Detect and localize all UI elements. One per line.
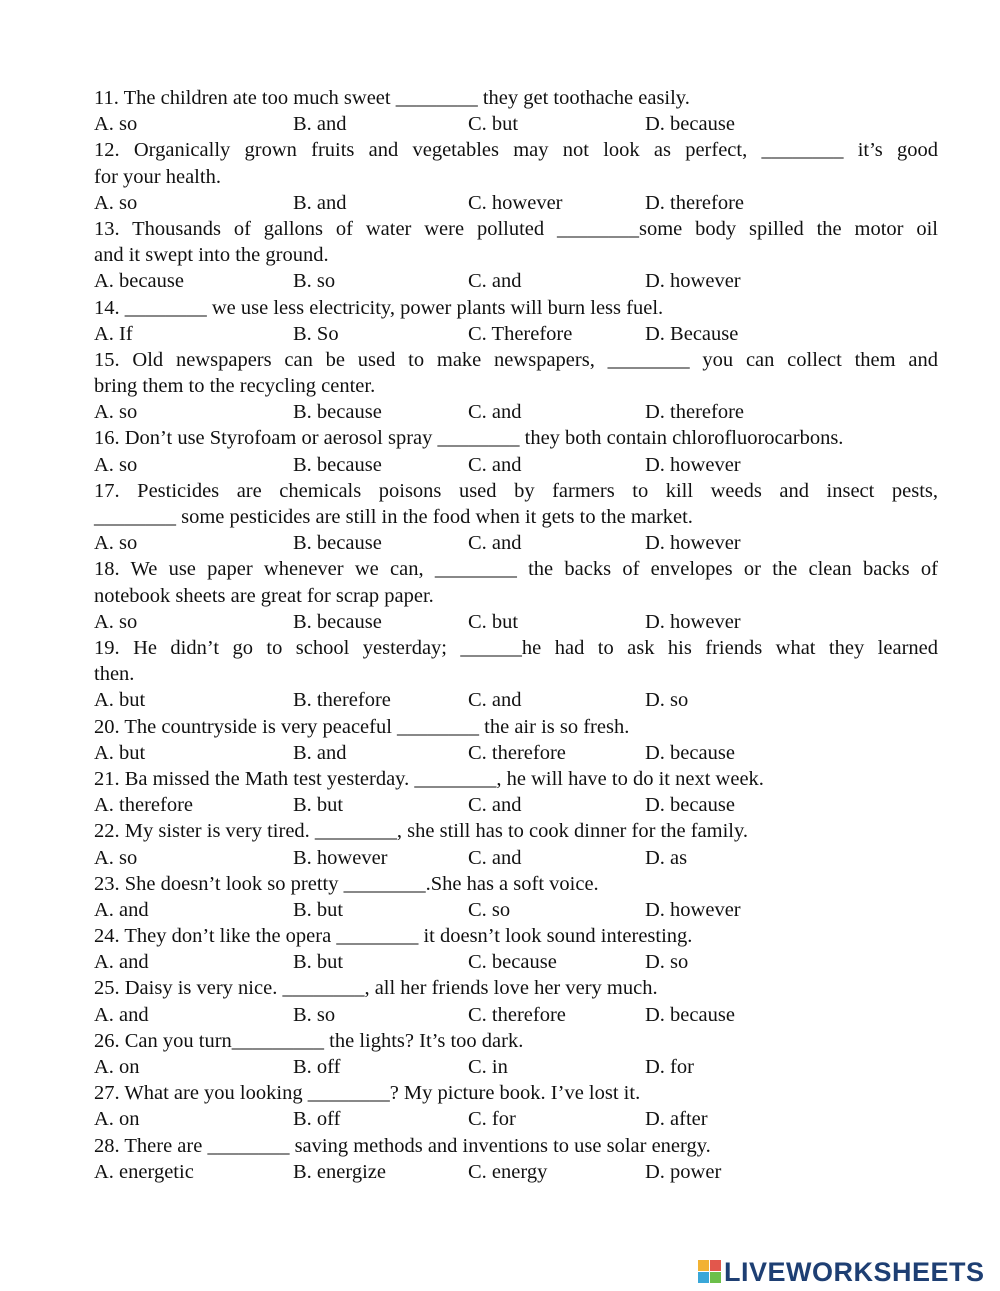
option-a[interactable]: A. on bbox=[94, 1108, 140, 1131]
question-item bbox=[94, 85, 938, 137]
option-b[interactable]: B. so bbox=[293, 1003, 336, 1026]
question-text: 15. Old newspapers can be used to make newspapers, ________ you can collect them and bbox=[94, 348, 938, 371]
question-item bbox=[94, 923, 938, 975]
answer-options bbox=[94, 897, 938, 923]
option-c[interactable]: C. but bbox=[468, 610, 519, 633]
option-b[interactable]: B. because bbox=[293, 401, 382, 424]
option-d[interactable]: D. because bbox=[645, 741, 735, 764]
question-text: 14. ________ we use less electricity, power plants will burn less fuel. bbox=[94, 296, 664, 319]
option-b[interactable]: B. but bbox=[293, 951, 344, 974]
question-item bbox=[94, 635, 938, 714]
option-c[interactable]: C. and bbox=[468, 689, 522, 712]
question-text: 16. Don’t use Styrofoam or aerosol spray ________ they both contain chlorofluorocarbons. bbox=[94, 427, 844, 450]
option-d[interactable]: D. because bbox=[645, 794, 735, 817]
question-text: bring them to the recycling center. bbox=[94, 375, 376, 398]
option-d[interactable]: D. so bbox=[645, 951, 689, 974]
option-a[interactable]: A. so bbox=[94, 191, 138, 214]
option-d[interactable]: D. however bbox=[645, 610, 741, 633]
option-b[interactable]: B. therefore bbox=[293, 689, 391, 712]
option-d[interactable]: D. Because bbox=[645, 322, 739, 345]
answer-options bbox=[94, 399, 938, 425]
question-item bbox=[94, 425, 938, 477]
option-b[interactable]: B. So bbox=[293, 322, 339, 345]
option-c[interactable]: C. therefore bbox=[468, 1003, 566, 1026]
worksheet bbox=[94, 85, 938, 1185]
question-item bbox=[94, 347, 938, 426]
question-item bbox=[94, 478, 938, 557]
option-d[interactable]: D. however bbox=[645, 453, 741, 476]
question-item bbox=[94, 714, 938, 766]
question-text: 24. They don’t like the opera ________ it doesn’t look sound interesting. bbox=[94, 925, 693, 948]
option-c[interactable]: C. and bbox=[468, 270, 522, 293]
question-item bbox=[94, 556, 938, 635]
option-d[interactable]: D. however bbox=[645, 532, 741, 555]
answer-options bbox=[94, 111, 938, 137]
question-text: and it swept into the ground. bbox=[94, 244, 329, 267]
answer-options bbox=[94, 1002, 938, 1028]
question-text: 28. There are ________ saving methods and inventions to use solar energy. bbox=[94, 1134, 711, 1157]
option-d[interactable]: D. so bbox=[645, 689, 689, 712]
question-item bbox=[94, 1028, 938, 1080]
option-c[interactable]: C. for bbox=[468, 1108, 516, 1131]
option-c[interactable]: C. and bbox=[468, 453, 522, 476]
answer-options bbox=[94, 268, 938, 294]
logo-text: LIVEWORKSHEETS bbox=[724, 1256, 985, 1287]
question-text: ________ some pesticides are still in the food when it gets to the market. bbox=[94, 506, 693, 529]
question-text: 20. The countryside is very peaceful ________ the air is so fresh. bbox=[94, 715, 630, 738]
question-item bbox=[94, 975, 938, 1027]
question-item bbox=[94, 1133, 938, 1185]
answer-options bbox=[94, 687, 938, 713]
option-a[interactable]: A. so bbox=[94, 610, 138, 633]
answer-options bbox=[94, 321, 938, 347]
question-item bbox=[94, 871, 938, 923]
answer-options bbox=[94, 845, 938, 871]
answer-options bbox=[94, 949, 938, 975]
option-d[interactable]: D. however bbox=[645, 898, 741, 921]
option-b[interactable]: B. and bbox=[293, 741, 347, 764]
option-b[interactable]: B. because bbox=[293, 532, 382, 555]
question-text: 11. The children ate too much sweet ________ they get toothache easily. bbox=[94, 87, 690, 109]
option-b[interactable]: B. and bbox=[293, 191, 347, 214]
option-d[interactable]: D. after bbox=[645, 1108, 708, 1131]
option-c[interactable]: C. and bbox=[468, 794, 522, 817]
option-a[interactable]: A. and bbox=[94, 951, 149, 974]
liveworksheets-logo bbox=[698, 1255, 985, 1289]
option-a[interactable]: A. because bbox=[94, 270, 184, 293]
option-a[interactable]: A. so bbox=[94, 453, 138, 476]
question-text: 22. My sister is very tired. ________, she still has to cook dinner for the family. bbox=[94, 820, 748, 843]
question-text: for your health. bbox=[94, 165, 221, 188]
question-text: 27. What are you looking ________? My picture book. I’ve lost it. bbox=[94, 1082, 641, 1105]
question-text: 23. She doesn’t look so pretty ________.She has a soft voice. bbox=[94, 872, 599, 895]
question-text: 26. Can you turn_________ the lights? It’s too dark. bbox=[94, 1029, 524, 1052]
answer-options bbox=[94, 1106, 938, 1132]
option-c[interactable]: C. Therefore bbox=[468, 322, 573, 345]
option-b[interactable]: B. and bbox=[293, 113, 347, 136]
option-b[interactable]: B. but bbox=[293, 898, 344, 921]
option-d[interactable]: D. for bbox=[645, 1056, 694, 1079]
option-c[interactable]: C. in bbox=[468, 1056, 508, 1079]
option-a[interactable]: A. If bbox=[94, 322, 133, 345]
option-a[interactable]: A. therefore bbox=[94, 794, 194, 817]
option-a[interactable]: A. but bbox=[94, 741, 146, 764]
answer-options bbox=[94, 452, 938, 478]
option-a[interactable]: A. and bbox=[94, 898, 149, 921]
option-a[interactable]: A. so bbox=[94, 113, 138, 136]
option-a[interactable]: A. so bbox=[94, 846, 138, 869]
option-a[interactable]: A. energetic bbox=[94, 1160, 194, 1183]
option-d[interactable]: D. because bbox=[645, 113, 735, 136]
liveworksheets-logo-icon bbox=[698, 1260, 722, 1284]
answer-options bbox=[94, 1054, 938, 1080]
option-b[interactable]: B. energize bbox=[293, 1160, 386, 1183]
option-d[interactable]: D. therefore bbox=[645, 191, 745, 214]
option-d[interactable]: D. however bbox=[645, 270, 741, 293]
question-text: 17. Pesticides are chemicals poisons used by farmers to kill weeds and insect pests, bbox=[94, 479, 938, 502]
question-text: 18. We use paper whenever we can, ________ the backs of envelopes or the clean backs of bbox=[94, 558, 938, 581]
option-b[interactable]: B. so bbox=[293, 270, 336, 293]
option-c[interactable]: C. however bbox=[468, 191, 563, 214]
question-item bbox=[94, 295, 938, 347]
answer-options bbox=[94, 530, 938, 556]
option-c[interactable]: C. and bbox=[468, 401, 522, 424]
option-c[interactable]: C. and bbox=[468, 532, 522, 555]
option-b[interactable]: B. off bbox=[293, 1108, 341, 1131]
option-b[interactable]: B. because bbox=[293, 453, 382, 476]
answer-options bbox=[94, 792, 938, 818]
option-c[interactable]: C. so bbox=[468, 898, 511, 921]
option-c[interactable]: C. therefore bbox=[468, 741, 566, 764]
answer-options bbox=[94, 190, 938, 216]
answer-options bbox=[94, 609, 938, 635]
option-c[interactable]: C. but bbox=[468, 113, 519, 136]
question-text: 19. He didn’t go to school yesterday; ______he had to ask his friends what they learned bbox=[94, 637, 938, 660]
option-c[interactable]: C. and bbox=[468, 846, 522, 869]
question-item bbox=[94, 216, 938, 295]
option-d[interactable]: D. as bbox=[645, 846, 688, 869]
answer-options bbox=[94, 1159, 938, 1185]
question-item bbox=[94, 137, 938, 216]
question-item bbox=[94, 1080, 938, 1132]
option-d[interactable]: D. because bbox=[645, 1003, 735, 1026]
question-item bbox=[94, 818, 938, 870]
question-text: 21. Ba missed the Math test yesterday. ________, he will have to do it next week. bbox=[94, 767, 764, 790]
question-text: then. bbox=[94, 663, 135, 686]
option-c[interactable]: C. because bbox=[468, 951, 557, 974]
option-a[interactable]: A. so bbox=[94, 532, 138, 555]
answer-options bbox=[94, 740, 938, 766]
option-b[interactable]: B. because bbox=[293, 610, 382, 633]
question-text: 25. Daisy is very nice. ________, all her friends love her very much. bbox=[94, 977, 658, 1000]
question-text: 12. Organically grown fruits and vegetables may not look as perfect, ________ it’s good bbox=[94, 139, 938, 162]
option-a[interactable]: A. on bbox=[94, 1056, 140, 1079]
option-a[interactable]: A. but bbox=[94, 689, 146, 712]
question-text: notebook sheets are great for scrap paper. bbox=[94, 584, 434, 607]
option-b[interactable]: B. off bbox=[293, 1056, 341, 1079]
question-text: 13. Thousands of gallons of water were polluted ________some body spilled the motor oil bbox=[94, 217, 938, 240]
option-d[interactable]: D. power bbox=[645, 1160, 722, 1183]
option-a[interactable]: A. so bbox=[94, 401, 138, 424]
option-a[interactable]: A. and bbox=[94, 1003, 149, 1026]
option-c[interactable]: C. energy bbox=[468, 1160, 548, 1183]
option-b[interactable]: B. but bbox=[293, 794, 344, 817]
question-item bbox=[94, 766, 938, 818]
option-d[interactable]: D. therefore bbox=[645, 401, 745, 424]
option-b[interactable]: B. however bbox=[293, 846, 388, 869]
